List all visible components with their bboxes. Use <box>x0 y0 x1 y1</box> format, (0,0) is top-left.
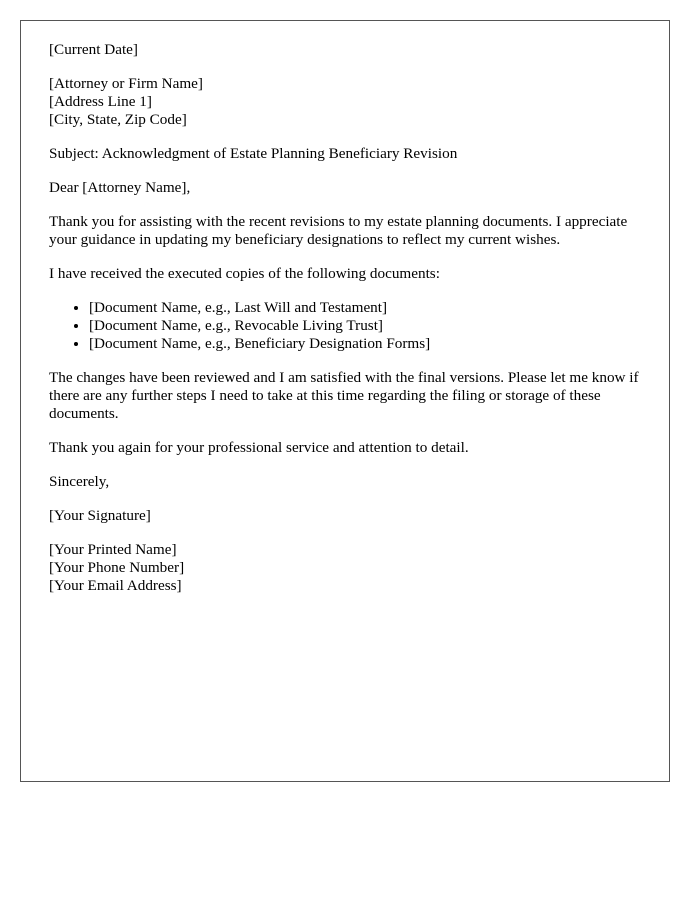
salutation: Dear [Attorney Name], <box>49 179 191 196</box>
list-item: • [Document Name, e.g., Revocable Living Trust] <box>89 317 649 335</box>
printed-name: [Your Printed Name] <box>49 541 177 558</box>
paragraph: The changes have been reviewed and I am satisfied with the final versions. Please let me know if there are any further steps I need to take at this time regarding the filing or storage of these documents. <box>49 369 639 422</box>
date: [Current Date] <box>49 41 138 58</box>
address-line: [Address Line 1] <box>49 93 152 110</box>
document-list <box>49 299 649 353</box>
subject: Subject: Acknowledgment of Estate Planning Beneficiary Revision <box>49 145 458 162</box>
signature: [Your Signature] <box>49 507 151 524</box>
paragraph: Thank you again for your professional service and attention to detail. <box>49 439 469 456</box>
recipient-address <box>49 75 649 129</box>
phone: [Your Phone Number] <box>49 559 185 576</box>
list-item: • [Document Name, e.g., Beneficiary Designation Forms] <box>89 335 649 353</box>
paragraph: Thank you for assisting with the recent revisions to my estate planning documents. I appreciate your guidance in updating my beneficiary designations to reflect my current wishes. <box>49 213 628 248</box>
closing: Sincerely, <box>49 473 110 490</box>
email: [Your Email Address] <box>49 577 182 594</box>
sender-info <box>49 541 649 595</box>
city-state-zip: [City, State, Zip Code] <box>49 111 187 128</box>
paragraph: I have received the executed copies of the following documents: <box>49 265 440 282</box>
recipient-name: [Attorney or Firm Name] <box>49 75 203 92</box>
list-item: • [Document Name, e.g., Last Will and Testament] <box>89 299 649 317</box>
letter <box>20 20 670 782</box>
